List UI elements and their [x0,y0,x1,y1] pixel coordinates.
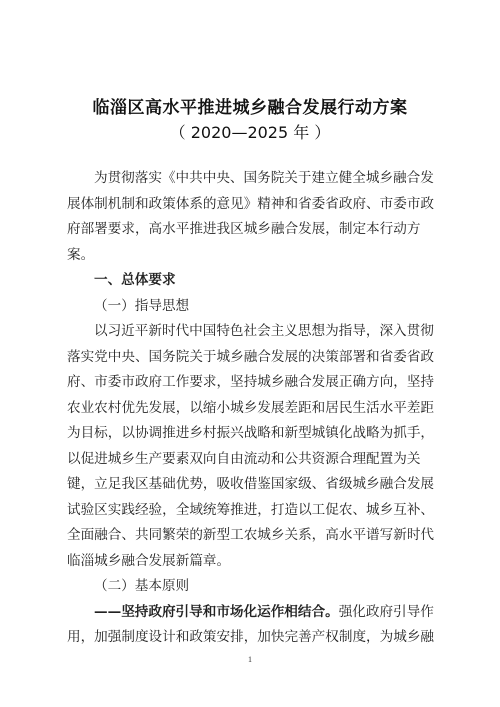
principle-text: 强化政府引导作 [338,603,434,620]
paragraph-line: 落实党中央、国务院关于城乡融合发展的决策部署和省委省政 [67,348,435,365]
paragraph-line: 案。 [67,246,95,263]
principle-title: ——坚持政府引导和市场化运作相结合。 [94,603,339,620]
paragraph-line: 农业农村优先发展，以缩小城乡发展差距和居民生活水平差距 [67,399,435,416]
subsection-heading: （一）指导思想 [94,297,190,314]
document-title: 临淄区高水平推进城乡融合发展行动方案 [92,98,408,118]
paragraph-line: 为目标，以协调推进乡村振兴战略和新型城镇化战略为抓手， [67,425,435,441]
subsection-heading: （二）基本原则 [94,578,190,594]
paragraph-line: 展体制机制和政策体系的意见》精神和省委省政府、市委市政 [67,195,435,212]
paragraph-line: 试验区实践经验，全域统筹推进，打造以工促农、城乡互补、 [67,501,435,518]
paragraph-line: 为贯彻落实《中共中央、国务院关于建立健全城乡融合发 [94,170,434,186]
paragraph-line: 临淄城乡融合发展新篇章。 [67,552,231,569]
document-subtitle: （ 2020—2025 年 ） [169,123,331,142]
paragraph-line: 府部署要求，高水平推进我区城乡融合发展，制定本行动方 [67,221,421,237]
paragraph-line: 全面融合、共同繁荣的新型工农城乡关系，高水平谱写新时代 [67,527,435,543]
document-body [67,166,435,651]
paragraph-line: 府、市委市政府工作要求，坚持城乡融合发展正确方向，坚持 [67,374,435,390]
paragraph-line: 以习近平新时代中国特色社会主义思想为指导，深入贯彻 [94,323,434,339]
section-heading: 一、总体要求 [94,272,176,288]
paragraph-line [67,600,435,626]
page-number: 1 [248,655,252,664]
paragraph-line: 用，加强制度设计和政策安排，加快完善产权制度，为城乡融 [67,629,435,645]
paragraph-line: 以促进城乡生产要素双向自由流动和公共资源合理配置为关 [67,450,421,467]
paragraph-line: 键，立足我区基础优势，吸收借鉴国家级、省级城乡融合发展 [67,476,435,492]
